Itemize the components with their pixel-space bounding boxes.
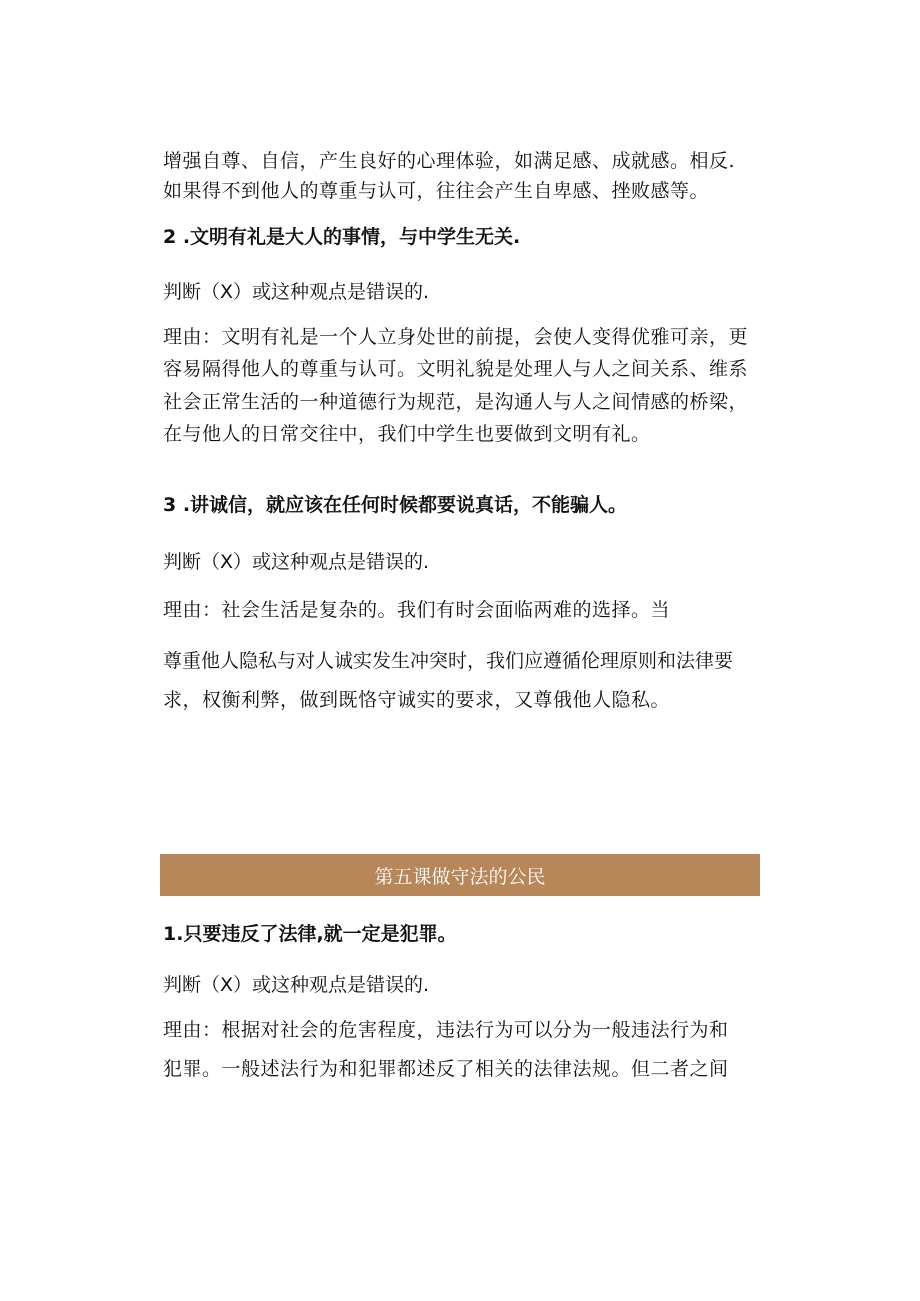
q2-reason-line-4: 在与他人的日常交往中，我们中学生也要做到文明有礼。 xyxy=(163,423,651,445)
q3-statement: 3 .讲诚信，就应该在任何时候都要说真话，不能骗人。 xyxy=(163,494,628,516)
q2-reason-line-1: 理由：文明有礼是一个人立身处世的前提，会使人变得优雅可亲，更 xyxy=(163,326,749,348)
q3-reason-line-2: 尊重他人隐私与对人诚实发生冲突时，我们应遵循伦理原则和法律要 xyxy=(163,650,734,672)
q3-reason-line-3: 求，权衡利弊，做到既恪守诚实的要求，又尊俄他人隐私。 xyxy=(163,689,671,711)
section1-reason-line-2: 如果得不到他人的尊重与认可，往往会产生自卑感、挫败感等。 xyxy=(163,180,710,202)
q3-judgment: 判断（X）或这种观点是错误的. xyxy=(163,551,430,573)
lesson5-title: 第五课做守法的公民 xyxy=(374,865,546,888)
lesson5-q1-judgment: 判断（X）或这种观点是错误的. xyxy=(163,974,430,996)
lesson5-title-banner xyxy=(160,854,760,896)
q3-reason-line-1: 理由：社会生活是复杂的。我们有时会面临两难的选择。当 xyxy=(163,599,671,621)
q2-statement: 2 .文明有礼是大人的事情，与中学生无关. xyxy=(163,226,521,248)
section1-reason-line-1: 增强自尊、自信，产生良好的心理体验，如满足感、成就感。相反. xyxy=(163,150,736,172)
q2-reason-line-3: 社会正常生活的一种道德行为规范，是沟通人与人之间情感的桥梁， xyxy=(163,391,749,413)
q2-reason-line-2: 容易隔得他人的尊重与认可。文明礼貌是处理人与人之间关系、维系 xyxy=(163,358,749,380)
lesson5-q1-statement: 1.只要违反了法律,就一定是犯罪。 xyxy=(163,923,457,945)
q2-judgment: 判断（X）或这种观点是错误的. xyxy=(163,281,430,303)
lesson5-q1-reason-line-1: 理由：根据对社会的危害程度，违法行为可以分为一般违法行为和 xyxy=(163,1019,729,1041)
lesson5-q1-reason-line-2: 犯罪。一般述法行为和犯罪都述反了相关的法律法规。但二者之间 xyxy=(163,1058,729,1080)
